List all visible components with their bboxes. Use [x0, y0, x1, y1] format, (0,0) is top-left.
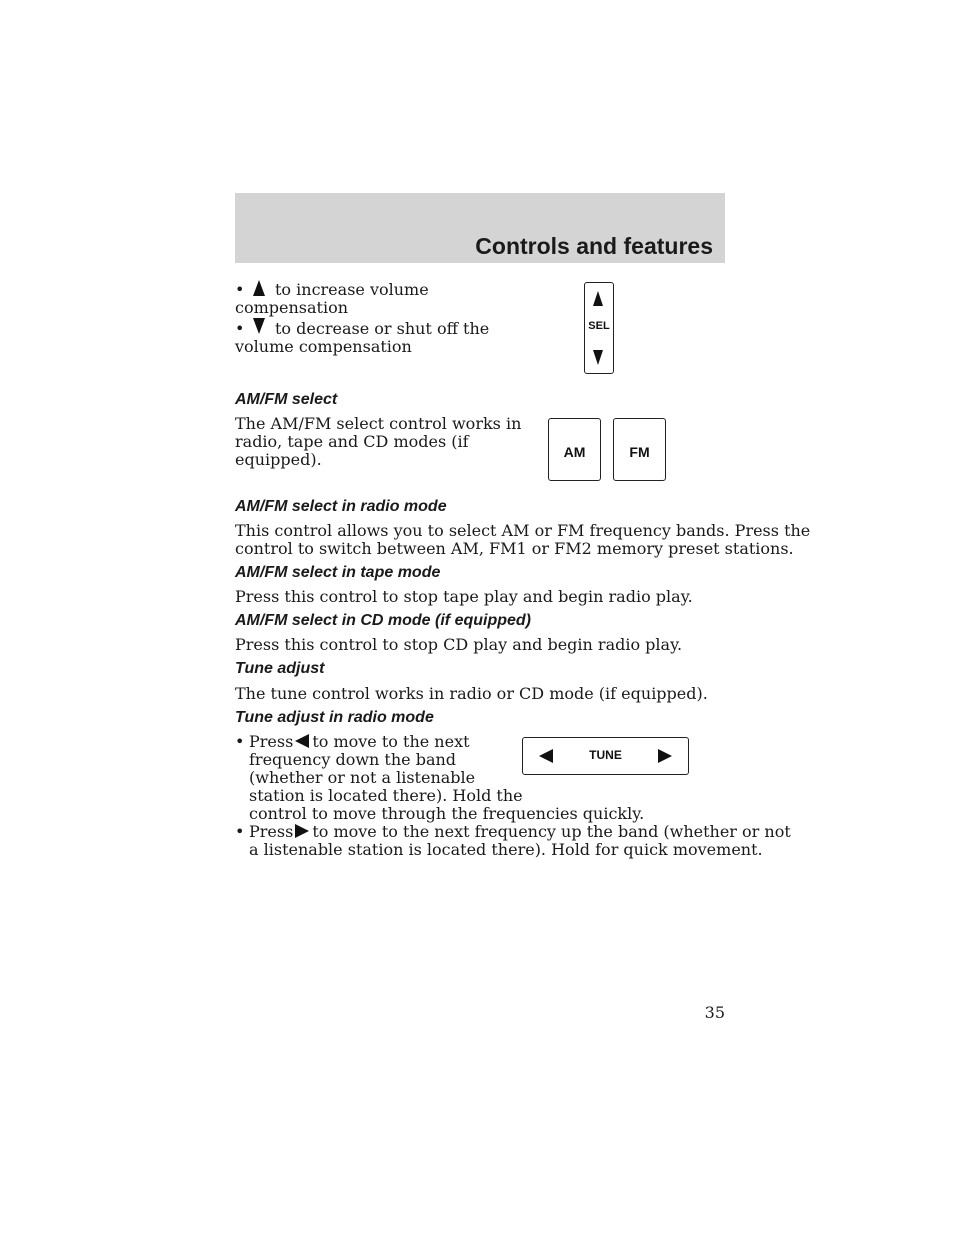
amfm-heading: AM/FM select	[235, 391, 338, 408]
bullet-text: to move to the next	[312, 732, 470, 751]
bullet-text: (whether or not a listenable	[249, 768, 476, 787]
up-arrow-icon	[253, 280, 265, 296]
down-arrow-icon	[253, 318, 265, 334]
am-label: AM	[563, 444, 586, 460]
paragraph-line: radio, tape and CD modes (if	[235, 432, 469, 451]
down-arrow-icon	[593, 350, 603, 365]
bullet-decrease: • to decrease or shut off the volume compensation	[235, 319, 490, 356]
paragraph-line: The AM/FM select control works in	[235, 414, 522, 433]
tape-mode-paragraph: Press this control to stop tape play and begin radio play.	[235, 587, 693, 606]
bullet-text: to move to the next frequency up the band (whether or not	[312, 822, 791, 841]
bullet-text: Press	[249, 822, 294, 841]
right-arrow-icon	[295, 824, 309, 838]
sel-button	[584, 282, 614, 374]
left-arrow-icon	[295, 734, 309, 748]
up-arrow-icon	[593, 291, 603, 306]
tune-radio-heading: Tune adjust in radio mode	[235, 709, 434, 726]
section-title: Controls and features	[475, 233, 713, 259]
fm-label: FM	[629, 444, 650, 460]
tune-paragraph: The tune control works in radio or CD mode (if equipped).	[235, 684, 708, 703]
bullet-text: to increase volume	[275, 280, 429, 299]
tune-heading: Tune adjust	[235, 660, 325, 677]
cd-mode-paragraph: Press this control to stop CD play and begin radio play.	[235, 635, 683, 654]
radio-mode-paragraph	[235, 522, 810, 558]
bullet-tune-up: • Press to move to the next frequency up the band (whether or not a listenable station is located there). Hold for quick movement.	[235, 822, 791, 859]
paragraph-line: equipped).	[235, 450, 322, 469]
amfm-paragraph	[235, 415, 521, 469]
bullet-text: control to move through the frequencies quickly.	[249, 804, 645, 823]
bullet-increase: • to increase volume compensation	[235, 280, 429, 317]
bullet-text: volume compensation	[235, 337, 412, 356]
cd-mode-heading: AM/FM select in CD mode (if equipped)	[235, 612, 532, 629]
radio-mode-heading: AM/FM select in radio mode	[235, 498, 447, 515]
bullet-text: Press	[249, 732, 294, 751]
fm-button	[613, 418, 666, 481]
right-arrow-icon	[658, 749, 672, 763]
bullet-text: to decrease or shut off the	[275, 319, 490, 338]
bullet-text: a listenable station is located there). Hold for quick movement.	[249, 840, 763, 859]
bullet-text: station is located there). Hold the	[249, 786, 523, 805]
am-button	[548, 418, 601, 481]
tune-button	[522, 737, 689, 775]
sel-label: SEL	[588, 320, 610, 332]
page-number: 35	[704, 1003, 725, 1022]
bullet-text: compensation	[235, 298, 349, 317]
tune-label: TUNE	[589, 748, 622, 762]
bullet-text: frequency down the band	[249, 750, 457, 769]
bullet-tune-down: • Press to move to the next frequency down the band (whether or not a listenable station is located there). Hold the control to move through the frequencies quickly.	[235, 732, 645, 823]
tape-mode-heading: AM/FM select in tape mode	[235, 564, 441, 581]
paragraph-line: control to switch between AM, FM1 or FM2 memory preset stations.	[235, 539, 794, 558]
paragraph-line: This control allows you to select AM or FM frequency bands. Press the	[235, 521, 811, 540]
section-header	[235, 193, 725, 263]
